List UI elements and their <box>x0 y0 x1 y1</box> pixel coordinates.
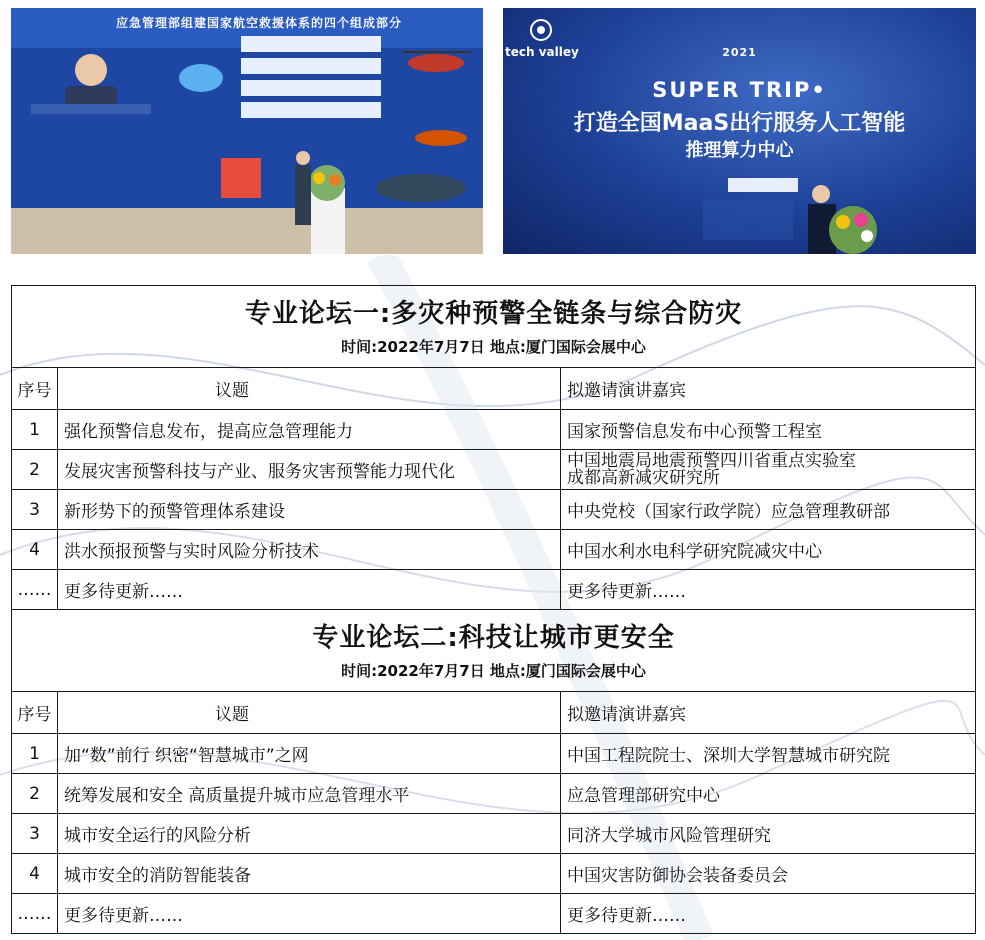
forum-2-column-headers <box>12 692 976 734</box>
row-seq: 4 <box>12 854 58 894</box>
forum-1-title: 专业论坛一:多灾种预警全链条与综合防灾 <box>244 298 743 329</box>
row-speaker-line-2: 成都高新减灾研究所 <box>567 467 720 488</box>
row-speaker: 更多待更新…… <box>561 894 976 934</box>
row-speaker <box>561 450 976 490</box>
forum-1-meta: 时间:2022年7月7日 地点:厦门国际会展中心 <box>341 337 646 356</box>
row-seq: 3 <box>12 814 58 854</box>
row-speaker: 中国水利水电科学研究院减灾中心 <box>561 530 976 570</box>
row-speaker: 国家预警信息发布中心预警工程室 <box>561 410 976 450</box>
table-row <box>12 774 976 814</box>
slide-line-2: 打造全国MaaS出行服务人工智能 <box>573 111 906 136</box>
row-speaker: 中央党校（国家行政学院）应急管理教研部 <box>561 490 976 530</box>
slide-title: 应急管理部组建国家航空救援体系的四个组成部分 <box>116 16 403 30</box>
row-speaker: 更多待更新…… <box>561 570 976 610</box>
table-row <box>12 570 976 610</box>
column-header-speaker: 拟邀请演讲嘉宾 <box>561 692 976 734</box>
forum-2-heading-cell <box>12 610 976 692</box>
table-row <box>12 490 976 530</box>
table-row <box>12 814 976 854</box>
slide-line-3: 推理算力中心 <box>685 140 794 161</box>
column-header-seq: 序号 <box>12 368 58 410</box>
photo-stage-left <box>11 8 483 254</box>
row-speaker: 中国灾害防御协会装备委员会 <box>561 854 976 894</box>
row-seq: 2 <box>12 774 58 814</box>
row-topic: 新形势下的预警管理体系建设 <box>58 490 561 530</box>
slide-line-1: SUPER TRIP• <box>652 78 827 102</box>
forum-2-title: 专业论坛二:科技让城市更安全 <box>312 622 675 653</box>
column-header-speaker: 拟邀请演讲嘉宾 <box>561 368 976 410</box>
row-speaker-line-1: 中国地震局地震预警四川省重点实验室 <box>567 450 856 471</box>
table-row <box>12 410 976 450</box>
forum-1-header <box>12 286 976 368</box>
table-row <box>12 734 976 774</box>
table-row <box>12 530 976 570</box>
stage-scene-left <box>11 8 483 254</box>
row-seq: 4 <box>12 530 58 570</box>
row-seq: 1 <box>12 410 58 450</box>
table-row <box>12 894 976 934</box>
row-topic: 城市安全的消防智能装备 <box>58 854 561 894</box>
row-seq: 2 <box>12 450 58 490</box>
row-speaker: 同济大学城市风险管理研究 <box>561 814 976 854</box>
row-topic: 城市安全运行的风险分析 <box>58 814 561 854</box>
forum-2-meta: 时间:2022年7月7日 地点:厦门国际会展中心 <box>341 661 646 680</box>
row-topic: 统筹发展和安全 高质量提升城市应急管理水平 <box>58 774 561 814</box>
row-topic: 更多待更新…… <box>58 570 561 610</box>
column-header-topic: 议题 <box>58 692 561 734</box>
forum-1-heading-cell <box>12 286 976 368</box>
table-row <box>12 450 976 490</box>
row-topic: 加“数”前行 织密“智慧城市”之网 <box>58 734 561 774</box>
forum-2-header <box>12 610 976 692</box>
row-seq: 3 <box>12 490 58 530</box>
column-header-topic: 议题 <box>58 368 561 410</box>
agenda-table <box>11 285 976 934</box>
logo-text: tech valley <box>505 45 579 59</box>
table-row <box>12 854 976 894</box>
row-seq: …… <box>12 894 58 934</box>
row-speaker: 应急管理部研究中心 <box>561 774 976 814</box>
slide-year: 2021 <box>722 46 757 59</box>
row-topic: 发展灾害预警科技与产业、服务灾害预警能力现代化 <box>58 450 561 490</box>
row-topic: 更多待更新…… <box>58 894 561 934</box>
row-topic: 洪水预报预警与实时风险分析技术 <box>58 530 561 570</box>
column-header-seq: 序号 <box>12 692 58 734</box>
row-seq: 1 <box>12 734 58 774</box>
row-seq: …… <box>12 570 58 610</box>
row-speaker: 中国工程院院士、深圳大学智慧城市研究院 <box>561 734 976 774</box>
row-topic: 强化预警信息发布，提高应急管理能力 <box>58 410 561 450</box>
photo-stage-right <box>503 8 976 254</box>
forum-1-column-headers <box>12 368 976 410</box>
